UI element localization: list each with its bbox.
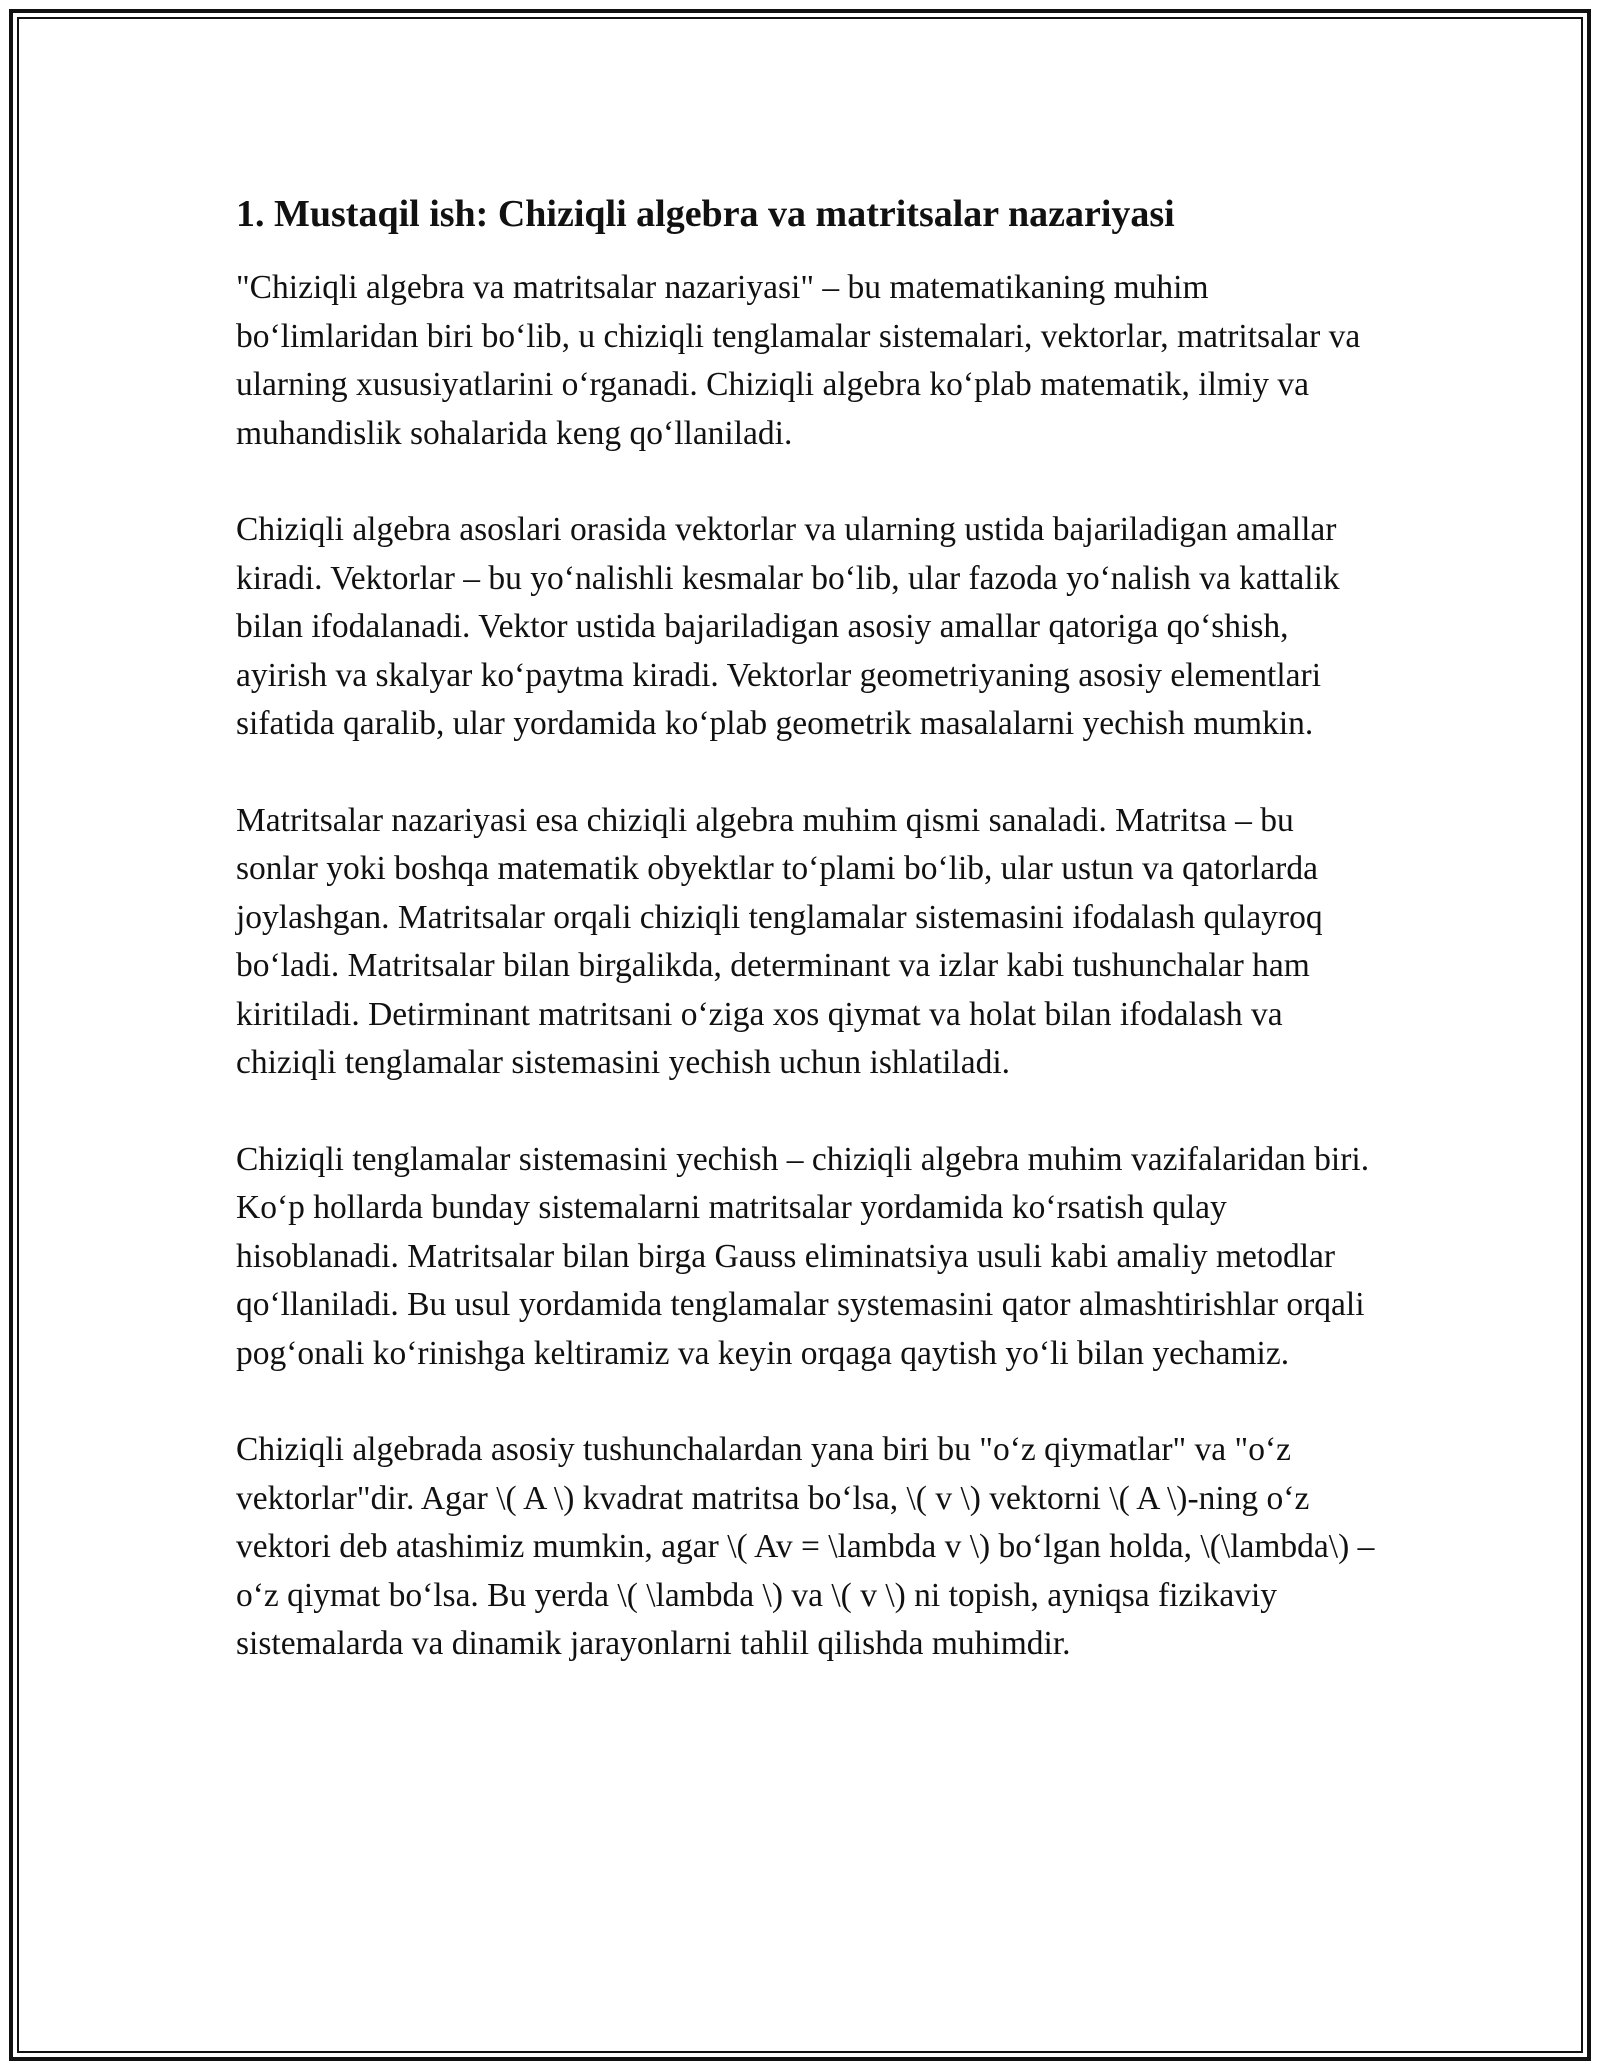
document-body — [236, 190, 1376, 1669]
paragraph-linear-systems: Chiziqli tenglamalar sistemasini yechish – chiziqli algebra muhim vazifalaridan biri. Ko‘p hollarda bunday sistemalarni matritsalar yordamida ko‘rsatish qulay hisoblanadi. Matritsalar bilan birga Gauss eliminatsiya usuli kabi amaliy metodlar qo‘llaniladi. Bu usul yordamida tenglamalar systemasini qator almashtirishlar orqali pog‘onali ko‘rinishga keltiramiz va keyin orqaga qaytish yo‘li bilan yechamiz. — [236, 1140, 1370, 1372]
paragraph-matrix-theory: Matritsalar nazariyasi esa chiziqli algebra muhim qismi sanaladi. Matritsa – bu sonlar yoki boshqa matematik obyektlar to‘plami bo‘lib, ular ustun va qatorlarda joylashgan. Matritsalar orqali chiziqli tenglamalar sistemasini ifodalash qulayroq bo‘ladi. Matritsalar bilan birgalikda, determinant va izlar kabi tushunchalar ham kiritiladi. Detirminant matritsani o‘ziga xos qiymat va holat bilan ifodalash va chiziqli tenglamalar sistemasini yechish uchun ishlatiladi. — [236, 801, 1323, 1081]
paragraph-introduction: "Chiziqli algebra va matritsalar nazariyasi" – bu matematikaning muhim bo‘limlaridan biri bo‘lib, u chiziqli tenglamalar sistemalari, vektorlar, matritsalar va ularning xususiyatlarini o‘rganadi. Chiziqli algebra ko‘plab matematik, ilmiy va muhandislik sohalarida keng qo‘llaniladi. — [236, 269, 1361, 452]
paragraph-eigen: Chiziqli algebrada asosiy tushunchalardan yana biri bu "o‘z qiymatlar" va "o‘z vektorlar"dir. Agar \( A \) kvadrat matritsa bo‘lsa, \( v \) vektorni \( A \)-ning o‘z vektori deb atashimiz mumkin, agar \( Av = \lambda v \) bo‘lgan holda, \(\lambda\) – o‘z qiymat bo‘lsa. Bu yerda \( \lambda \) va \( v \) ni topish, ayniqsa fizikaviy sistemalarda va dinamik jarayonlarni tahlil qilishda muhimdir. — [236, 1431, 1375, 1662]
document-title: 1. Mustaqil ish: Chiziqli algebra va matritsalar nazariyasi — [236, 193, 1175, 235]
paragraph-vectors: Chiziqli algebra asoslari orasida vektorlar va ularning ustida bajariladigan amallar kiradi. Vektorlar – bu yo‘nalishli kesmalar bo‘lib, ular fazoda yo‘nalish va kattalik bilan ifodalanadi. Vektor ustida bajariladigan asosiy amallar qatoriga qo‘shish, ayirish va skalyar ko‘paytma kiradi. Vektorlar geometriyaning asosiy elementlari sifatida qaralib, ular yordamida ko‘plab geometrik masalalarni yechish mumkin. — [236, 511, 1340, 742]
